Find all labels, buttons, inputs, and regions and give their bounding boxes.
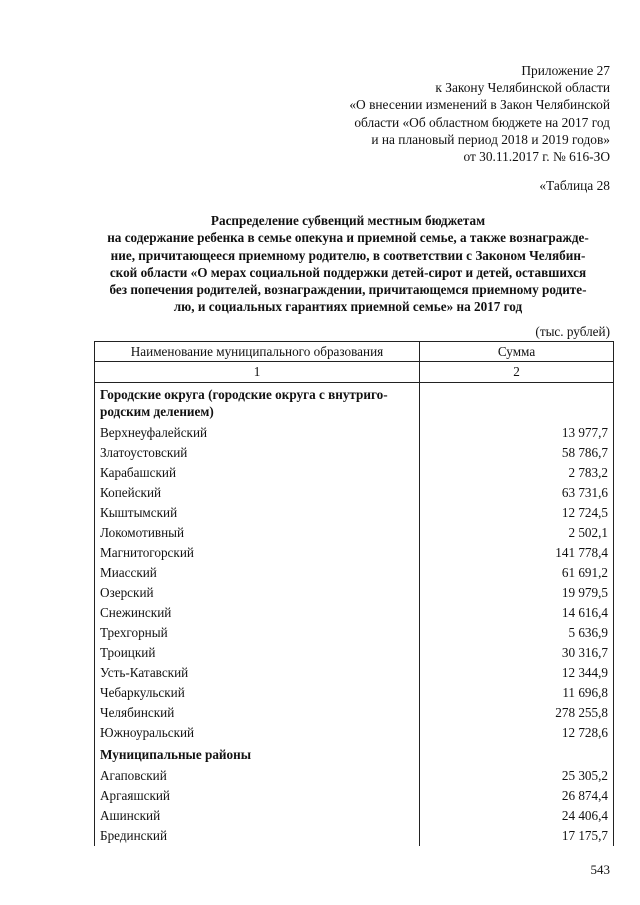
header-line: к Закону Челябинской области: [435, 80, 610, 96]
table-row: [95, 423, 614, 443]
table-row: [95, 663, 614, 683]
municipality-name: Златоустовский: [95, 443, 420, 463]
subsidy-amount: 5 636,9: [420, 623, 614, 643]
table-row: [95, 806, 614, 826]
table-row: [95, 503, 614, 523]
table-row: [95, 583, 614, 603]
subsidy-amount: 30 316,7: [420, 643, 614, 663]
municipality-name: Карабашский: [95, 463, 420, 483]
municipality-name: Аргаяшский: [95, 786, 420, 806]
table-row: [95, 683, 614, 703]
table-label: «Таблица 28: [539, 178, 610, 193]
table-row: [95, 786, 614, 806]
group-value-empty: [420, 383, 614, 424]
subsidy-amount: 24 406,4: [420, 806, 614, 826]
municipality-name: Кыштымский: [95, 503, 420, 523]
subsidy-amount: 141 778,4: [420, 543, 614, 563]
table-row: [95, 603, 614, 623]
subsidy-amount: 12 724,5: [420, 503, 614, 523]
column-number: 1: [95, 362, 420, 383]
table-group-row: [95, 383, 614, 424]
table-row: [95, 443, 614, 463]
table-header-row: [95, 342, 614, 362]
subsidy-amount: 14 616,4: [420, 603, 614, 623]
subsidy-amount: 25 305,2: [420, 766, 614, 786]
municipality-name: Усть-Катавский: [95, 663, 420, 683]
title-line: лю, и социальных гарантиях приемной семье» на 2017 год: [173, 299, 523, 315]
group-title-line: родским делением): [100, 404, 214, 419]
municipality-name: Трехгорный: [95, 623, 420, 643]
subsidy-amount: 11 696,8: [420, 683, 614, 703]
municipality-name: Озерский: [95, 583, 420, 603]
table-body: [95, 362, 614, 847]
table-row: [95, 483, 614, 503]
subsidy-amount: 13 977,7: [420, 423, 614, 443]
municipality-name: Агаповский: [95, 766, 420, 786]
subsidy-amount: 12 344,9: [420, 663, 614, 683]
title-line: на содержание ребенка в семье опекуна и приемной семье, а также вознагражде-: [107, 230, 589, 246]
subsidy-amount: 2 783,2: [420, 463, 614, 483]
municipality-name: Ашинский: [95, 806, 420, 826]
subsidy-table: [94, 341, 614, 846]
municipality-name: Чебаркульский: [95, 683, 420, 703]
subsidy-amount: 26 874,4: [420, 786, 614, 806]
municipality-name: Брединский: [95, 826, 420, 846]
subsidy-amount: 61 691,2: [420, 563, 614, 583]
municipality-name: Южноуральский: [95, 723, 420, 743]
municipality-name: Верхнеуфалейский: [95, 423, 420, 443]
column-header-name: Наименование муниципального образования: [95, 342, 420, 362]
subsidy-amount: 278 255,8: [420, 703, 614, 723]
title-line: ской области «О мерах социальной поддержки детей-сирот и детей, оставшихся: [109, 264, 587, 280]
appendix-header: [250, 62, 610, 165]
units-label: (тыс. рублей): [535, 324, 610, 339]
table-row: [95, 463, 614, 483]
group-title-line: Муниципальные районы: [100, 747, 251, 762]
column-number-row: [95, 362, 614, 383]
group-value-empty: [420, 743, 614, 766]
header-line: области «Об областном бюджете на 2017 год: [354, 114, 610, 130]
table-row: [95, 766, 614, 786]
table-row: [95, 643, 614, 663]
table-row: [95, 563, 614, 583]
column-header-sum: Сумма: [420, 342, 614, 362]
municipality-name: Локомотивный: [95, 523, 420, 543]
municipality-name: Миасский: [95, 563, 420, 583]
title-line: без попечения родителей, вознаграждении, причитающемся приемному родите-: [109, 282, 587, 298]
subsidy-amount: 63 731,6: [420, 483, 614, 503]
header-line: от 30.11.2017 г. № 616-ЗО: [463, 149, 610, 165]
municipality-name: Копейский: [95, 483, 420, 503]
table-row: [95, 703, 614, 723]
title-line: ние, причитающееся приемному родителю, в соответствии с Законом Челябин-: [110, 247, 586, 263]
column-number: 2: [420, 362, 614, 383]
subsidy-amount: 58 786,7: [420, 443, 614, 463]
group-title-line: Городские округа (городские округа с внутриго-: [100, 387, 388, 402]
table-row: [95, 623, 614, 643]
title-line: Распределение субвенций местным бюджетам: [210, 213, 486, 228]
group-title: [95, 743, 420, 766]
table-row: [95, 826, 614, 846]
municipality-name: Челябинский: [95, 703, 420, 723]
page-number: 543: [590, 862, 610, 877]
header-line: «О внесении изменений в Закон Челябинской: [349, 97, 610, 113]
table-row: [95, 543, 614, 563]
table-group-row: [95, 743, 614, 766]
subsidy-amount: 12 728,6: [420, 723, 614, 743]
subsidy-amount: 19 979,5: [420, 583, 614, 603]
table-row: [95, 723, 614, 743]
municipality-name: Магнитогорский: [95, 543, 420, 563]
table-row: [95, 523, 614, 543]
header-line: и на плановый период 2018 и 2019 годов»: [371, 131, 610, 147]
group-title: [95, 383, 420, 424]
document-title: [88, 212, 608, 316]
subsidy-amount: 2 502,1: [420, 523, 614, 543]
municipality-name: Снежинский: [95, 603, 420, 623]
subsidy-amount: 17 175,7: [420, 826, 614, 846]
municipality-name: Троицкий: [95, 643, 420, 663]
header-line: Приложение 27: [521, 63, 610, 78]
